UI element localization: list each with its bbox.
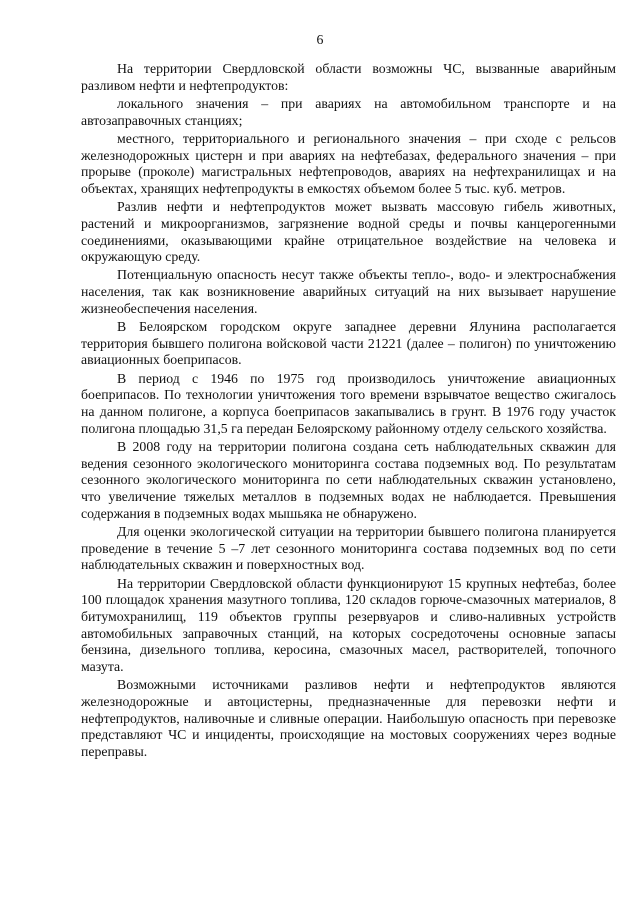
- paragraph-oil-spill-intro: На территории Свердловской области возможны ЧС, вызванные аварийным разливом нефти и нефтепродуктов:: [81, 61, 616, 93]
- paragraph-spill-sources: Возможными источниками разливов нефти и нефтепродуктов являются железнодорожные и автоцистерны, предназначенные для перевозки нефти и нефтепродуктов, наливочные и сливные операции. Наибольшую опасность при перевозке представляют ЧС и инциденты, происходящие на мостовых сооружениях через водные переправы.: [81, 677, 616, 760]
- paragraph-munitions-destruction: В период с 1946 по 1975 год производилось уничтожение авиационных боеприпасов. По технологии уничтожения того времени взрывчатое вещество сжигалось на данном полигоне, а корпуса боеприпасов закапывались в грунт. В 1976 году участок полигона площадью 31,5 га передан Белоярскому районному отделу сельского хозяйства.: [81, 370, 616, 436]
- page-number: 6: [316, 32, 324, 47]
- paragraph-former-range: В Белоярском городском округе западнее деревни Ялунина располагается территория бывшего полигона войсковой части 21221 (далее – полигон) по уничтожению авиационных боеприпасов.: [81, 319, 616, 368]
- paragraph-monitoring-wells: В 2008 году на территории полигона создана сеть наблюдательных скважин для ведения сезонного экологического мониторинга состава подземных вод. По результатам сезонного экологического мониторинга по сети наблюдательных скважин установлено, что увеличение тяжелых металлов в подземных водах не наблюдается. Превышения содержания в подземных водах мышьяка не обнаружено.: [81, 438, 616, 521]
- paragraph-utility-hazards: Потенциальную опасность несут также объекты тепло-, водо- и электроснабжения населения, так как возникновение аварийных ситуаций на них вызывает нарушение жизнеобеспечения населения.: [81, 267, 616, 316]
- paragraph-spill-consequences: Разлив нефти и нефтепродуктов может вызвать массовую гибель животных, растений и микроорганизмов, загрязнение водной среды и почвы канцерогенными соединениями, оказывающими крайне отрицательное воздействие на человека и окружающую среду.: [81, 199, 616, 265]
- paragraph-regional-significance: местного, территориального и регионального значения – при сходе с рельсов железнодорожных цистерн и при авариях на нефтебазах, федерального значения – при прорыве (проколе) магистральных нефтепроводов, авариях на нефтехранилищах и на объектах, хранящих нефтепродукты в емкостях объемом более 5 тыс. куб. метров.: [81, 130, 616, 196]
- paragraph-monitoring-plan: Для оценки экологической ситуации на территории бывшего полигона планируется проведение в течение 5 –7 лет сезонного мониторинга состава подземных вод по сети наблюдательных скважин и поверхностных вод.: [81, 523, 616, 573]
- document-body: [81, 61, 616, 762]
- paragraph-local-significance: локального значения – при авариях на автомобильном транспорте и на автозаправочных станциях;: [81, 95, 616, 128]
- paragraph-oil-facilities: На территории Свердловской области функционируют 15 крупных нефтебаз, более 100 площадок хранения мазутного топлива, 120 складов горюче-смазочных материалов, 8 битумохранилищ, 119 объектов группы резервуаров и сливо-наливных устройств автомобильных заправочных станций, на которых сосредоточены основные запасы бензина, дизельного топлива, керосина, смазочных масел, растворителей, топочного мазута.: [81, 575, 616, 675]
